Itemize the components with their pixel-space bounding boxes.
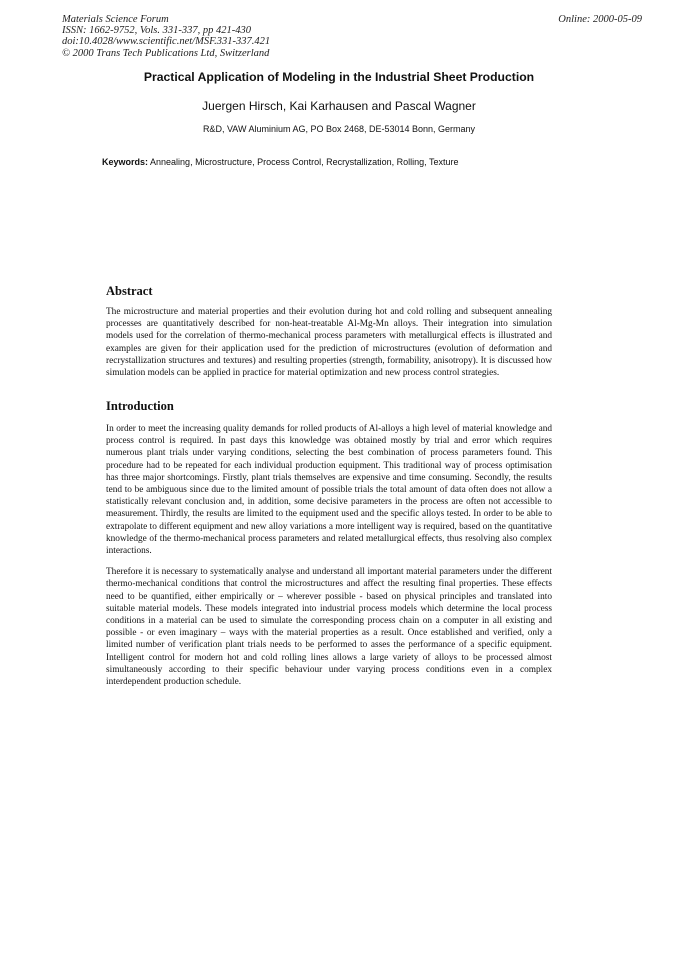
- introduction-section: [106, 399, 552, 688]
- paper-title: Practical Application of Modeling in the Industrial Sheet Production: [143, 70, 535, 84]
- online-date: Online: 2000-05-09: [558, 14, 642, 25]
- doi-line[interactable]: doi:10.4028/www.scientific.net/MSF.331-337.421: [62, 36, 271, 48]
- keywords-list: Annealing, Microstructure, Process Control, Recrystallization, Rolling, Texture: [150, 157, 459, 167]
- keywords-line: [102, 157, 459, 167]
- paper-affiliation: R&D, VAW Aluminium AG, PO Box 2468, DE-53014 Bonn, Germany: [202, 124, 476, 134]
- issn-line: ISSN: 1662-9752, Vols. 331-337, pp 421-430: [62, 25, 251, 37]
- keywords-label: Keywords:: [102, 157, 149, 167]
- abstract-heading: Abstract: [106, 284, 153, 298]
- copyright-line: © 2000 Trans Tech Publications Ltd, Switzerland: [62, 47, 270, 59]
- introduction-paragraph-1: In order to meet the increasing quality demands for rolled products of Al-alloys a high level of material knowledge and process control is required. In past days this knowledge was obtained mostly by trial and error which requires numerous plant trials under varying conditions, selecting the best combination of process parameters found. This procedure had to be repeated for each individual production equipment. This traditional way of process optimisation has three major shortcomings. Firstly, plant trials themselves are expensive and time consuming. Secondly, the results tend to be ambiguous since due to the limited amount of possible trials the total amount of data often does not allow a statistically relevant conclusion and, in addition, some decisive parameters in the process are often not accessible to measurement. Thirdly, the results are limited to the equipment used and the specific alloys tested. In order to be able to extrapolate to different equipment and new alloy variations a more intelligent way is required, based on the quantitative knowledge of the thermo-mechanical process parameters and related metallurgical effects, thus resolving also complex interactions.: [106, 424, 552, 557]
- abstract-section: [106, 284, 552, 379]
- publication-info: [62, 14, 270, 59]
- journal-name: Materials Science Forum: [62, 14, 169, 25]
- abstract-text: The microstructure and material properties and their evolution during hot and cold rolling and subsequent annealing processes are quantitatively described for non-heat-treatable Al-Mg-Mn alloys. Their integration into simulation models used for the correlation of thermo-mechanical process parameters with metallurgical effects is illustrated and examples are given for their application used for the prediction of microstructures (evolution of deformation and recrystallization structures and textures) and resulting properties (strength, formability, anisotropy). It is discussed how simulation models can be applied in practice for material optimization and new process control strategies.: [106, 307, 552, 379]
- paper-authors: Juergen Hirsch, Kai Karhausen and Pascal Wagner: [202, 99, 476, 113]
- introduction-heading: Introduction: [106, 399, 174, 413]
- introduction-paragraph-2: Therefore it is necessary to systematically analyse and understand all important material parameters under the different thermo-mechanical conditions that control the microstructures and affect the resulting final properties. These effects need to be quantified, either empirically or – wherever possible - based on physical principles and translated into suitable material models. These models integrated into industrial process models which determine the local process conditions in a material can be used to simulate the corresponding process chain on a computer in all existing and possible - or even imaginary – ways with the material properties as a result. Once established and verified, only a limited number of verification plant trials needs to be performed to asses the performance of a specific equipment. Intelligent control for modern hot and cold rolling lines allows a large variety of alloys to be processed almost simultaneously according to their specific behaviour under varying process conditions even in a complex interdependent production schedule.: [106, 567, 552, 688]
